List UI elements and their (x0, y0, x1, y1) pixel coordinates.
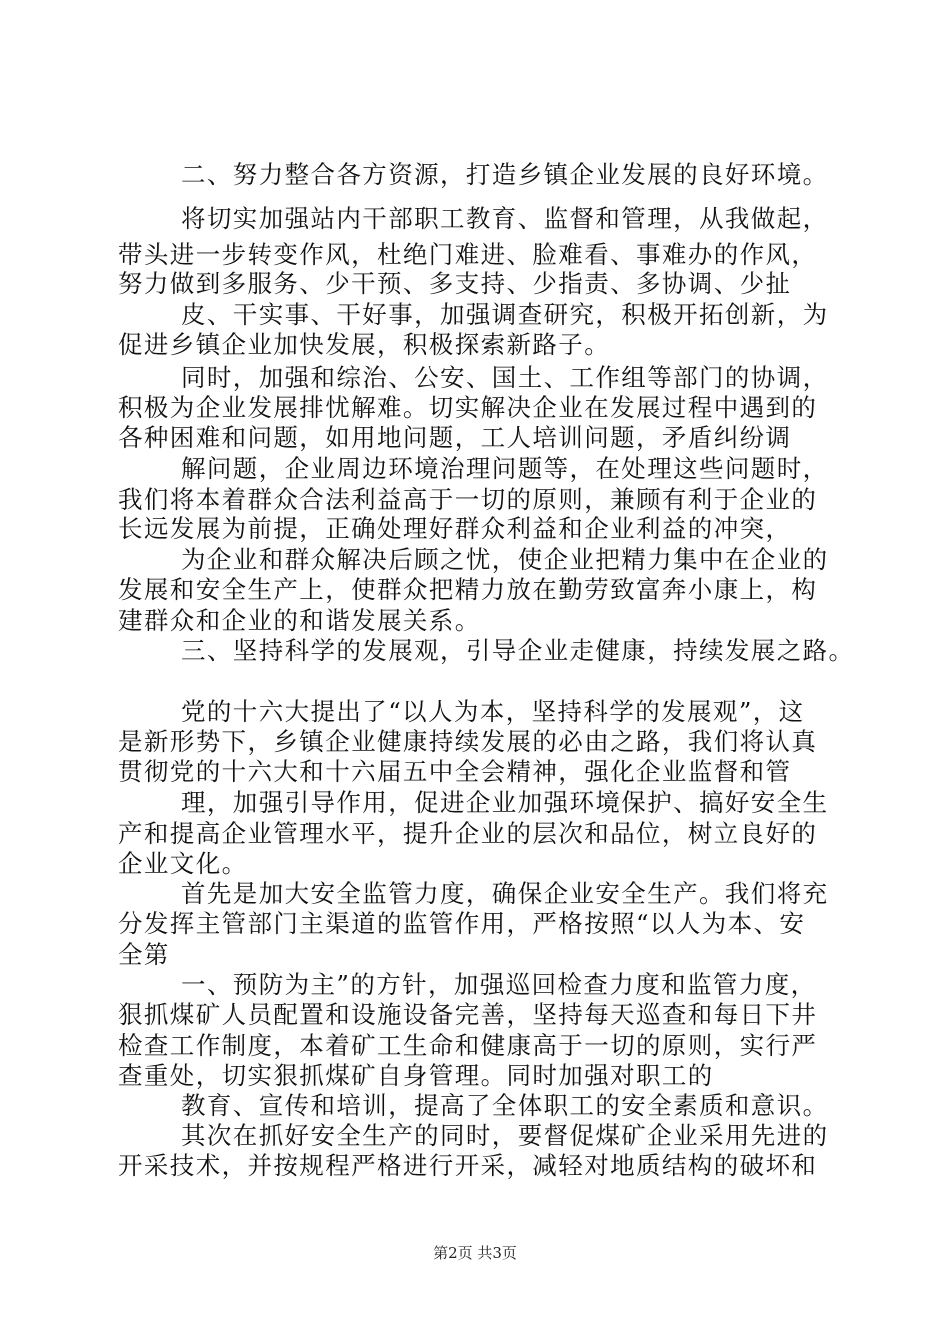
text-line: 促进乡镇企业加快发展，积极探索新路子。 (118, 330, 611, 359)
text-line: 理，加强引导作用，促进企业加强环境保护、搞好安全生 (181, 788, 829, 817)
text-line: 二、努力整合各方资源，打造乡镇企业发展的良好环境。 (181, 160, 829, 189)
text-line: 发展和安全生产上，使群众把精力放在勤劳致富奔小康上，构 (118, 575, 818, 604)
text-line: 我们将本着群众合法利益高于一切的原则，兼顾有利于企业的 (118, 485, 818, 514)
text-line: 狠抓煤矿人员配置和设施设备完善，坚持每天巡查和每日下井 (118, 1000, 818, 1029)
text-line: 是新形势下，乡镇企业健康持续发展的必由之路，我们将认真 (118, 727, 818, 756)
text-line: 开采技术，并按规程严格进行开采，减轻对地质结构的破坏和 (118, 1151, 818, 1180)
text-line: 查重处，切实狠抓煤矿自身管理。同时加强对职工的 (118, 1061, 714, 1090)
text-line: 建群众和企业的和谐发展关系。 (118, 606, 481, 635)
text-line: 皮、干实事、干好事，加强调查研究，积极开拓创新，为 (181, 300, 829, 329)
text-line: 检查工作制度，本着矿工生命和健康高于一切的原则，实行严 (118, 1031, 818, 1060)
text-line: 各种困难和问题，如用地问题，工人培训问题，矛盾纠纷调 (118, 423, 792, 452)
text-line: 党的十六大提出了“以人为本，坚持科学的发展观”，这 (181, 697, 805, 726)
text-line: 积极为企业发展排忧解难。切实解决企业在发展过程中遇到的 (118, 393, 818, 422)
text-line: 首先是加大安全监管力度，确保企业安全生产。我们将充 (181, 879, 829, 908)
text-line: 全第 (118, 940, 170, 969)
text-line: 其次在抓好安全生产的同时，要督促煤矿企业采用先进的 (181, 1121, 829, 1150)
text-line: 努力做到多服务、少干预、多支持、少指责、多协调、少扯 (118, 269, 792, 298)
text-line: 三、坚持科学的发展观，引导企业走健康，持续发展之路。 (181, 636, 855, 665)
text-line: 将切实加强站内干部职工教育、监督和管理，从我做起， (181, 204, 829, 233)
page-number: 第2页 共3页 (433, 1244, 517, 1262)
text-line: 为企业和群众解决后顾之忧，使企业把精力集中在企业的 (181, 545, 829, 574)
text-line: 解问题，企业周边环境治理问题等，在处理这些问题时， (181, 454, 829, 483)
text-line: 企业文化。 (118, 849, 248, 878)
text-line: 一、预防为主”的方针，加强巡回检查力度和监管力度， (181, 970, 817, 999)
text-line: 教育、宣传和培训，提高了全体职工的安全素质和意识。 (181, 1091, 829, 1120)
text-line: 产和提高企业管理水平，提升企业的层次和品位，树立良好的 (118, 819, 818, 848)
text-line: 贯彻党的十六大和十六届五中全会精神，强化企业监督和管 (118, 757, 792, 786)
text-line: 同时，加强和综治、公安、国土、工作组等部门的协调， (181, 363, 829, 392)
text-line: 带头进一步转变作风，杜绝门难进、脸难看、事难办的作风， (118, 240, 818, 269)
text-line: 分发挥主管部门主渠道的监管作用，严格按照“以人为本、安 (118, 909, 806, 938)
text-line: 长远发展为前提，正确处理好群众利益和企业利益的冲突， (118, 514, 792, 543)
